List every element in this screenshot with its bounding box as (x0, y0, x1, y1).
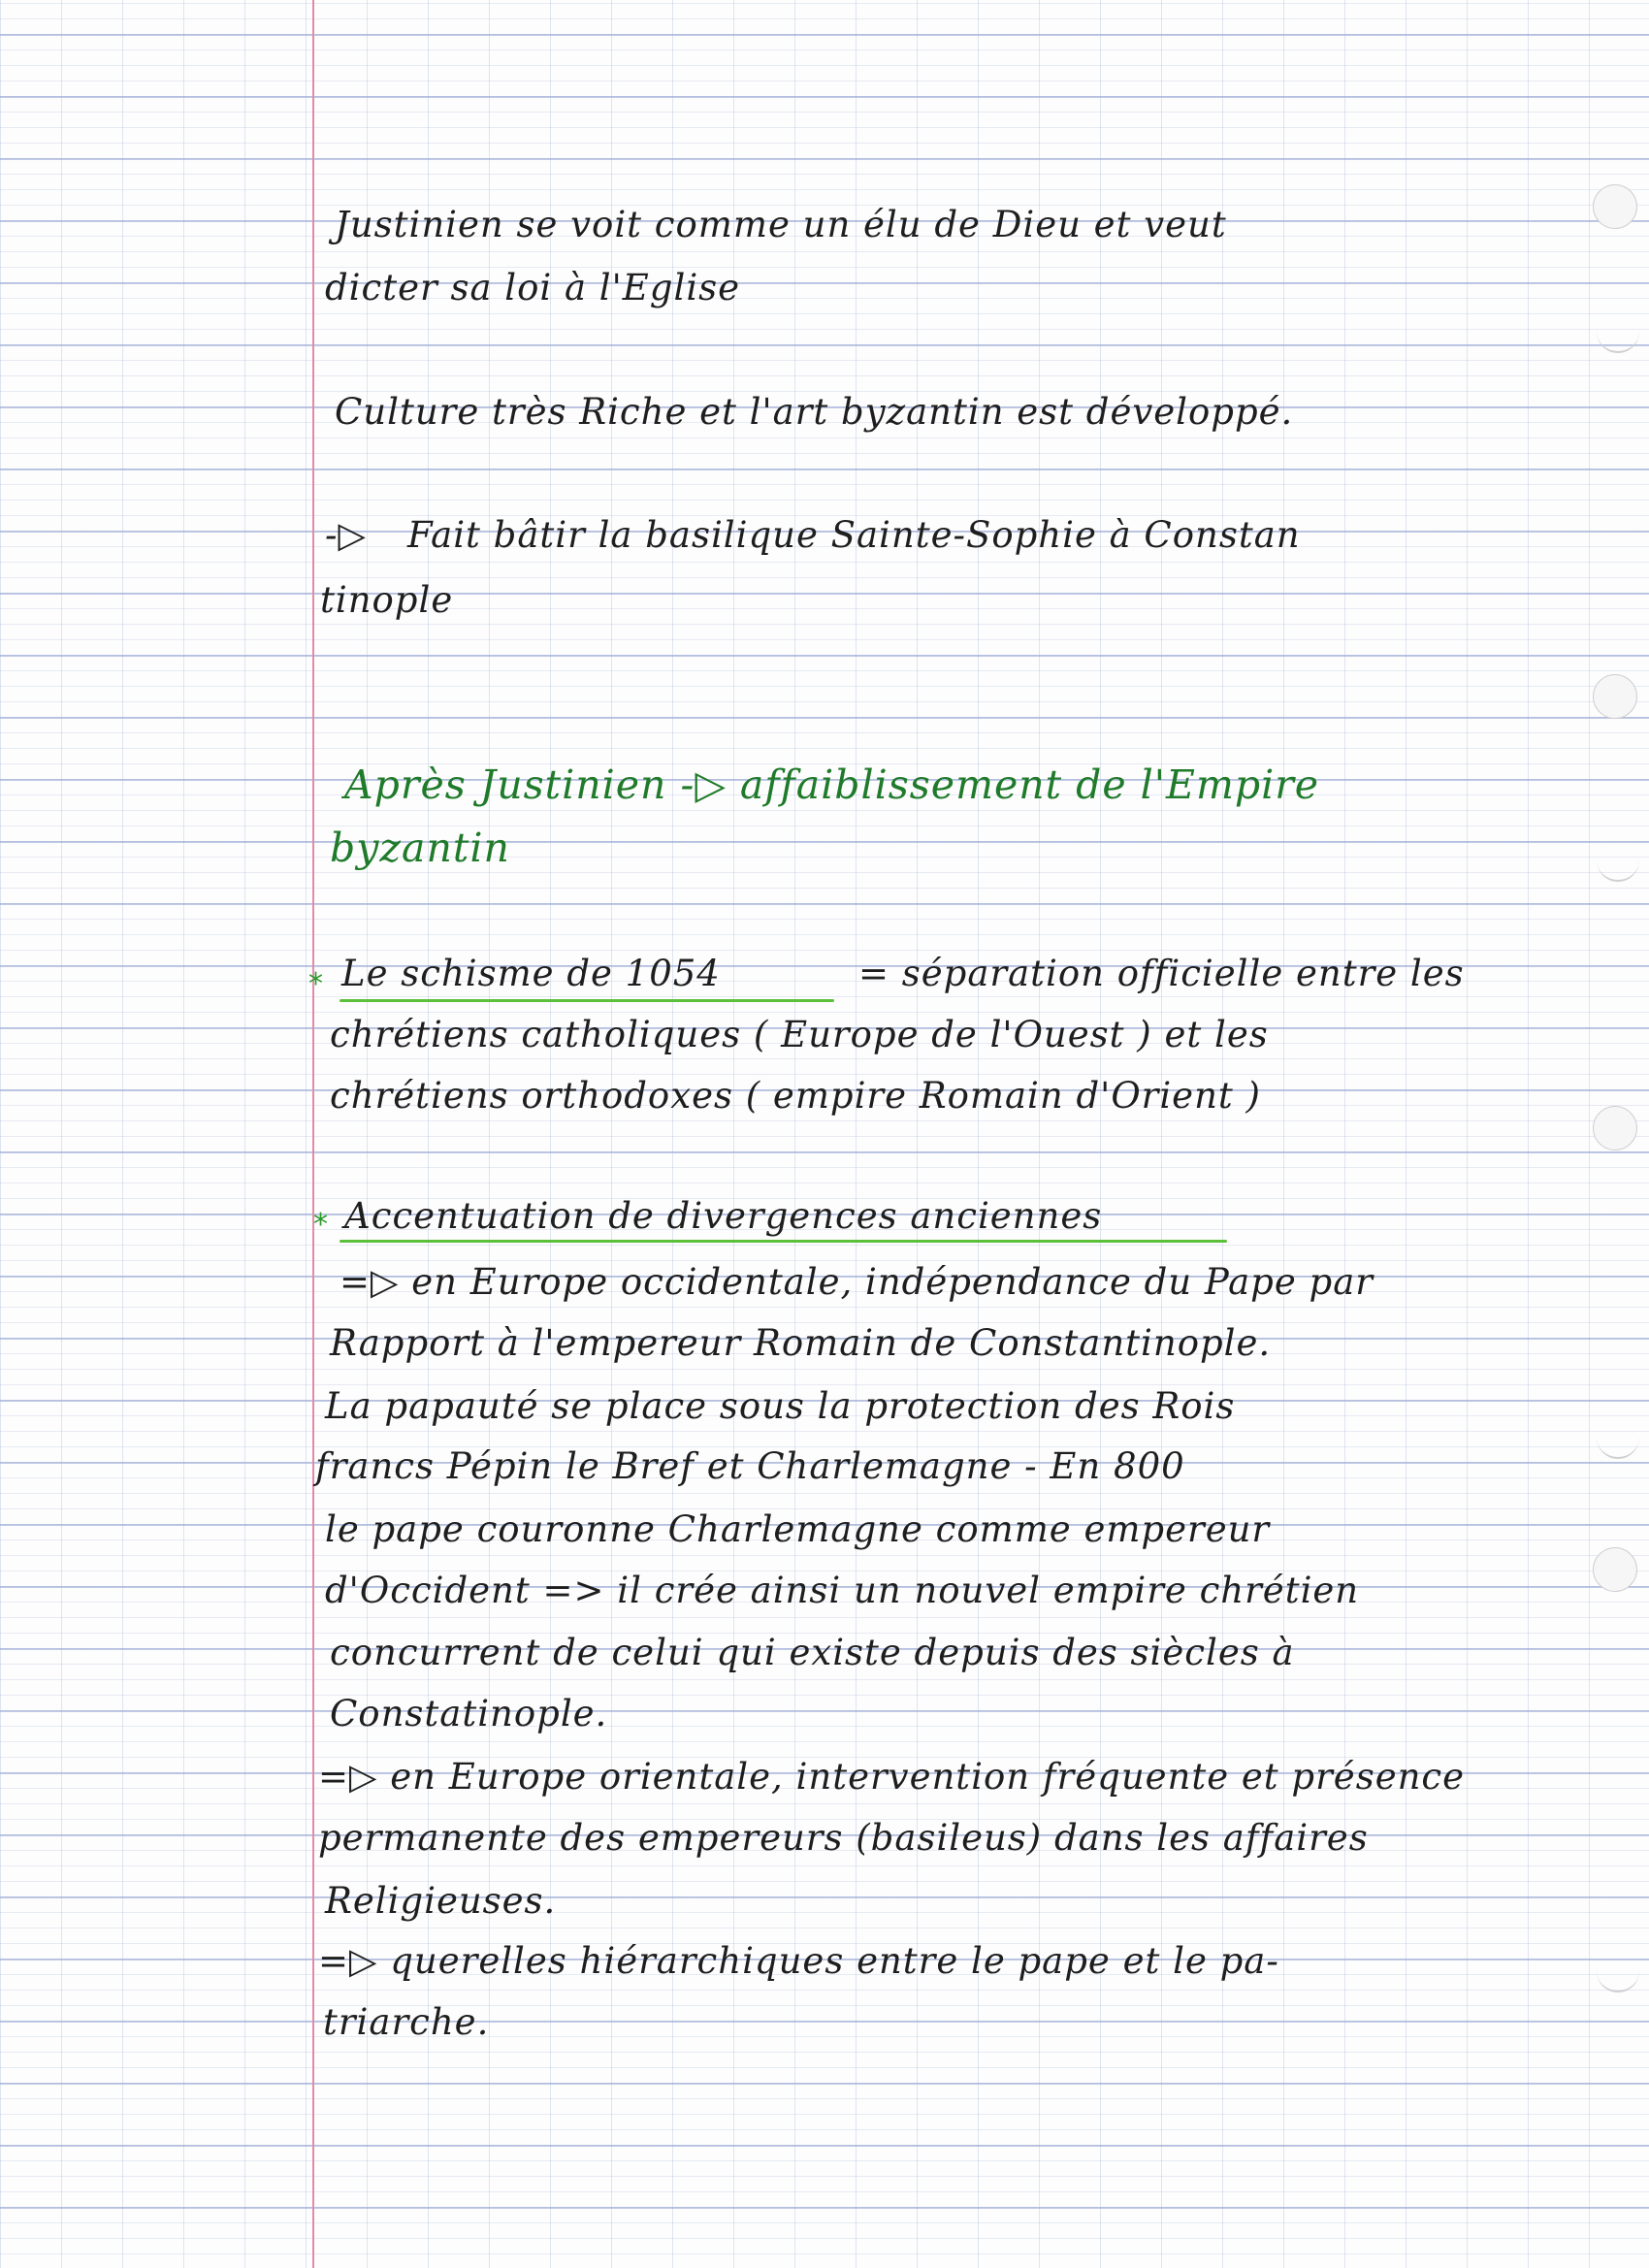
note-line: Fait bâtir la basilique Sainte-Sophie à Constan (407, 514, 1301, 556)
note-line: triarche. (323, 2001, 490, 2043)
note-line: Culture très Riche et l'art byzantin est développé. (335, 391, 1294, 433)
note-line: Rapport à l'empereur Romain de Constantinople. (330, 1322, 1272, 1364)
margin-line (312, 0, 314, 2268)
note-line: concurrent de celui qui existe depuis des siècles à (330, 1632, 1295, 1673)
bullet-title: Le schisme de 1054 (341, 953, 721, 994)
note-line: tinople (320, 579, 454, 621)
note-line: francs Pépin le Bref et Charlemagne - En 800 (315, 1445, 1185, 1487)
note-line: =▷ en Europe orientale, intervention fréquente et présence (318, 1756, 1466, 1798)
section-heading: Après Justinien -▷ affaiblissement de l'Empire (344, 761, 1320, 808)
note-line: = séparation officielle entre les (858, 953, 1465, 994)
title-underline (340, 1240, 1227, 1243)
note-line: Religieuses. (325, 1880, 557, 1922)
binder-hole (1593, 1547, 1637, 1592)
binder-hole (1593, 184, 1637, 229)
note-line: Constatinople. (330, 1693, 608, 1734)
bullet-star-icon: * (313, 1208, 328, 1242)
note-line: La papauté se place sous la protection des Rois (325, 1385, 1236, 1427)
binder-hole (1593, 1106, 1637, 1150)
note-line: chrétiens orthodoxes ( empire Romain d'Orient ) (330, 1075, 1261, 1117)
note-line: permanente des empereurs (basileus) dans les affaires (318, 1817, 1369, 1859)
note-line: d'Occident => il crée ainsi un nouvel empire chrétien (325, 1570, 1360, 1611)
section-heading: byzantin (330, 825, 510, 871)
bullet-star-icon: * (308, 967, 323, 1001)
note-line: =▷ querelles hiérarchiques entre le pape et le pa- (318, 1940, 1279, 1982)
binder-hole (1593, 674, 1637, 719)
note-line: Justinien se voit comme un élu de Dieu et veut (335, 204, 1227, 245)
arrow-symbol: -▷ (325, 514, 367, 556)
title-underline (340, 999, 834, 1002)
note-line: chrétiens catholiques ( Europe de l'Ouest ) et les (330, 1014, 1269, 1055)
note-line: dicter sa loi à l'Eglise (325, 267, 741, 308)
note-line: =▷ en Europe occidentale, indépendance du Pape par (340, 1261, 1374, 1303)
bullet-title: Accentuation de divergences anciennes (344, 1195, 1103, 1237)
note-line: le pape couronne Charlemagne comme empereur (325, 1508, 1271, 1550)
